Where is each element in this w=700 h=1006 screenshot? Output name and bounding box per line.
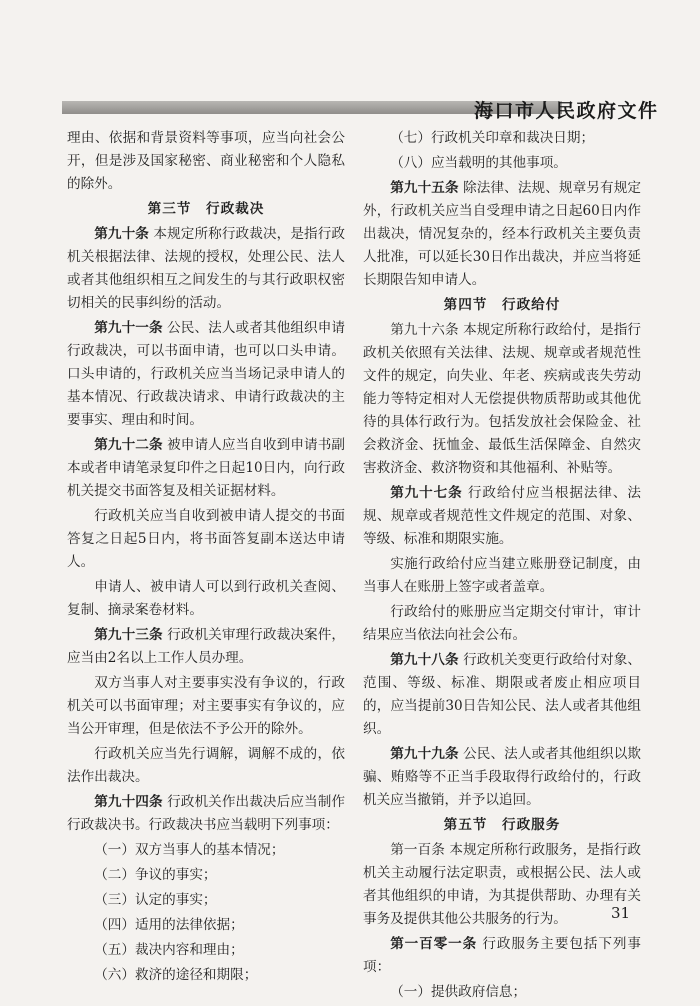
article-text: 行政服务主要包括下列事项：: [363, 936, 641, 975]
section-heading: 第三节 行政裁决: [147, 201, 265, 217]
article-text: 行政机关审理行政裁决案件，应当由2名以上工作人员办理。: [67, 627, 345, 666]
section-heading: 第四节 行政给付: [443, 297, 561, 313]
article-text: 除法律、法规、规章另有规定外，行政机关应当自受理申请之日起60日内作出裁决，情况复杂的，经本行政机关主要负责人批准，可以延长30日作出裁决，并应当将延长期限告知申请人。: [363, 180, 641, 288]
article-paragraph: [363, 649, 641, 741]
article-text: 行政机关变更行政给付对象、范围、等级、标准、期限或者废止相应项目的，应当提前30日告知公民、法人或者其他组织。: [363, 652, 641, 737]
list-item: （三）认定的事实；: [94, 892, 217, 908]
article-number: 第九十四条: [94, 794, 163, 810]
list-item: （七）行政机关印章和裁决日期；: [390, 130, 595, 146]
document-header-title: 海口市人民政府文件: [474, 100, 659, 122]
article-number: 第九十五条: [390, 180, 459, 196]
article-text: 行政机关作出裁决后应当制作行政裁决书。行政裁决书应当载明下列事项：: [67, 794, 345, 833]
article-paragraph: [363, 482, 641, 551]
article-paragraph: [67, 223, 345, 315]
article-number: 第九十三条: [94, 627, 163, 643]
article-text: 公民、法人或者其他组织以欺骗、贿赂等不正当手段取得行政给付的，行政机关应当撤销，并予以追回。: [363, 746, 641, 808]
article-paragraph: [67, 791, 345, 837]
article-number: 第九十八条: [390, 652, 459, 668]
paragraph: 行政机关应当自收到被申请人提交的书面答复之日起5日内，将书面答复副本送达申请人。: [67, 508, 345, 570]
article-text: 公民、法人或者其他组织申请行政裁决，可以书面申请，也可以口头申请。口头申请的，行政机关应当当场记录申请人的基本情况、行政裁决请求、申请行政裁决的主要事实、理由和时间。: [67, 320, 345, 428]
article-number: 第九十二条: [94, 437, 163, 453]
list-item: （一）提供政府信息；: [390, 984, 527, 1000]
article-number: 第九十七条: [390, 485, 463, 501]
left-column: [67, 127, 345, 989]
article-paragraph: [363, 933, 641, 979]
page-number: 31: [611, 904, 631, 922]
paragraph: 行政机关应当先行调解，调解不成的，依法作出裁决。: [67, 746, 345, 785]
paragraph: 实施行政给付应当建立账册登记制度，由当事人在账册上签字或者盖章。: [363, 556, 641, 595]
article-paragraph: [67, 624, 345, 670]
paragraph: 双方当事人对主要事实没有争议的，行政机关可以书面审理；对主要事实有争议的，应当公开审理，但是依法不予公开的除外。: [67, 675, 345, 737]
article-text: 行政给付应当根据法律、法规、规章或者规范性文件规定的范围、对象、等级、标准和期限实施。: [363, 485, 641, 547]
paragraph: 理由、依据和背景资料等事项，应当向社会公开，但是涉及国家秘密、商业秘密和个人隐私的除外。: [67, 130, 345, 192]
paragraph: 第九十六条 本规定所称行政给付，是指行政机关依照有关法律、法规、规章或者规范性文件的规定，向失业、年老、疾病或丧失劳动能力等特定相对人无偿提供物质帮助或其他优待的具体行政行为。包括发放社会保险金、社会救济金、抚恤金、最低生活保障金、自然灾害救济金、救济物资和其他福利、补贴等。: [363, 322, 641, 476]
right-column: [363, 127, 641, 1006]
paragraph: 行政给付的账册应当定期交付审计，审计结果应当依法向社会公布。: [363, 604, 641, 643]
article-paragraph: [67, 317, 345, 432]
list-item: （一）双方当事人的基本情况；: [94, 842, 285, 858]
article-paragraph: [363, 177, 641, 292]
list-item: （二）争议的事实；: [94, 867, 217, 883]
article-number: 第一百零一条: [390, 936, 478, 952]
list-item: （四）适用的法律依据；: [94, 917, 244, 933]
article-number: 第九十条: [94, 226, 149, 242]
section-heading: 第五节 行政服务: [443, 817, 561, 833]
article-paragraph: [363, 743, 641, 812]
article-text: 被申请人应当自收到申请书副本或者申请笔录复印件之日起10日内，向行政机关提交书面答复及相关证据材料。: [67, 437, 345, 499]
article-text: 本规定所称行政裁决，是指行政机关根据法律、法规的授权，处理公民、法人或者其他组织相互之间发生的与其行政职权密切相关的民事纠纷的活动。: [67, 226, 345, 311]
article-number: 第九十一条: [94, 320, 163, 336]
list-item: （八）应当载明的其他事项。: [390, 155, 567, 171]
paragraph: 申请人、被申请人可以到行政机关查阅、复制、摘录案卷材料。: [67, 579, 345, 618]
article-paragraph: [67, 434, 345, 503]
article-number: 第九十九条: [390, 746, 459, 762]
paragraph: 第一百条 本规定所称行政服务，是指行政机关主动履行法定职责，或根据公民、法人或者其他组织的申请，为其提供帮助、办理有关事务及提供其他公共服务的行为。: [363, 842, 641, 927]
list-item: （六）救济的途径和期限；: [94, 967, 258, 983]
list-item: （五）裁决内容和理由；: [94, 942, 244, 958]
